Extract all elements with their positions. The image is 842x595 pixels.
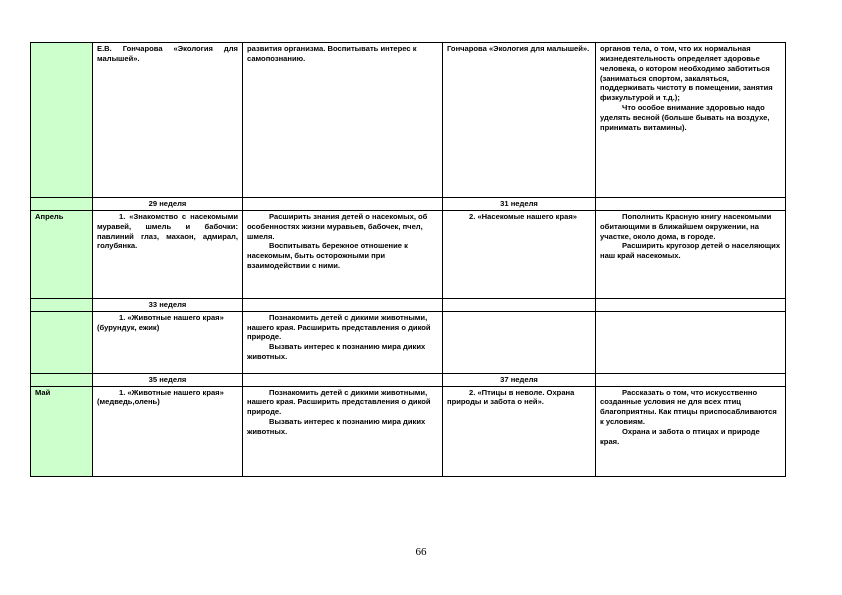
- month-cell: [31, 311, 93, 373]
- goal-text: Что особое внимание здоровью надо уделять весной (больше бывать на воздухе, принимать витамины).: [600, 103, 770, 132]
- month-cell: [31, 43, 93, 198]
- topic-text: 1. «Животные нашего края» (бурундук, ежик): [97, 312, 224, 332]
- goal-cell: [596, 43, 786, 198]
- topic-text: 1. «Животные нашего края» (медведь,олень): [97, 387, 224, 407]
- topic-cell: Е.В. Гончарова «Экология для малышей».: [93, 43, 243, 198]
- table-row: [31, 43, 786, 198]
- topic-cell: Гончарова «Экология для малышей».: [443, 43, 596, 198]
- page-number: 66: [415, 546, 427, 558]
- week-label: [443, 298, 596, 311]
- week-label: 35 неделя: [93, 373, 243, 386]
- topic-text: 1. «Знакомство с насекомыми муравей, шмель и бабочки: павлиний глаз, махаон, адмирал, голубянка.: [97, 211, 238, 251]
- goal-cell: [596, 311, 786, 373]
- week-row: [31, 198, 786, 211]
- goal-text: Познакомить детей с дикими животными, нашего края. Расширить представления о дикой природе.: [247, 312, 431, 342]
- goal-text: Вызвать интерес к познанию мира диких животных.: [247, 342, 426, 362]
- table-row: [31, 210, 786, 298]
- goal-cell: [596, 386, 786, 476]
- week-row: [31, 373, 786, 386]
- lesson-plan-table: [30, 42, 786, 477]
- table-row: [31, 386, 786, 476]
- week-label: 33 неделя: [93, 298, 243, 311]
- week-label: 37 неделя: [443, 373, 596, 386]
- topic-cell: [443, 210, 596, 298]
- topic-text: 2. «Насекомые нашего края»: [469, 211, 577, 221]
- goal-text: Познакомить детей с дикими животными, нашего края. Расширить представления о дикой природе.: [247, 387, 431, 417]
- goal-cell: [243, 210, 443, 298]
- goal-text: Рассказать о том, что искусственно созданные условия не для всех птиц благоприятны. Как птицы приспосабливаются к условиям.: [600, 387, 777, 427]
- week-row: [31, 298, 786, 311]
- goal-text: Расширить знания детей о насекомых, об особенностях жизни муравьев, бабочек, пчел, шмеля.: [247, 211, 428, 241]
- week-label: 31 неделя: [443, 198, 596, 211]
- goal-text: Расширить кругозор детей о населяющих наш край насекомых.: [600, 241, 781, 261]
- month-cell: Апрель: [31, 210, 93, 298]
- topic-cell: [443, 311, 596, 373]
- goal-text: органов тела, о том, что их нормальная жизнедеятельность определяет здоровье человека, о котором необходимо заботиться (заниматься спортом, закаляться, поддерживать чистоту в помещении, занятия физкультурой и т.д.);: [600, 44, 773, 103]
- week-label: 29 неделя: [93, 198, 243, 211]
- goal-text: Вызвать интерес к познанию мира диких животных.: [247, 417, 426, 437]
- goal-cell: [243, 311, 443, 373]
- topic-cell: [93, 210, 243, 298]
- goal-cell: развития организма. Воспитывать интерес к самопознанию.: [243, 43, 443, 198]
- goal-cell: [243, 386, 443, 476]
- table-row: [31, 311, 786, 373]
- goal-text: Охрана и забота о птицах и природе края.: [600, 427, 760, 446]
- topic-cell: [93, 386, 243, 476]
- goal-text: Пополнить Красную книгу насекомыми обитающими в ближайшем окружении, на участке, около дома, в городе.: [600, 211, 772, 241]
- topic-cell: [443, 386, 596, 476]
- topic-cell: [93, 311, 243, 373]
- topic-text: 2. «Птицы в неволе. Охрана природы и забота о ней».: [447, 387, 575, 407]
- month-cell: Май: [31, 386, 93, 476]
- goal-cell: [596, 210, 786, 298]
- goal-text: Воспитывать бережное отношение к насекомым, быть осторожными при взаимодействии с ними.: [247, 241, 408, 271]
